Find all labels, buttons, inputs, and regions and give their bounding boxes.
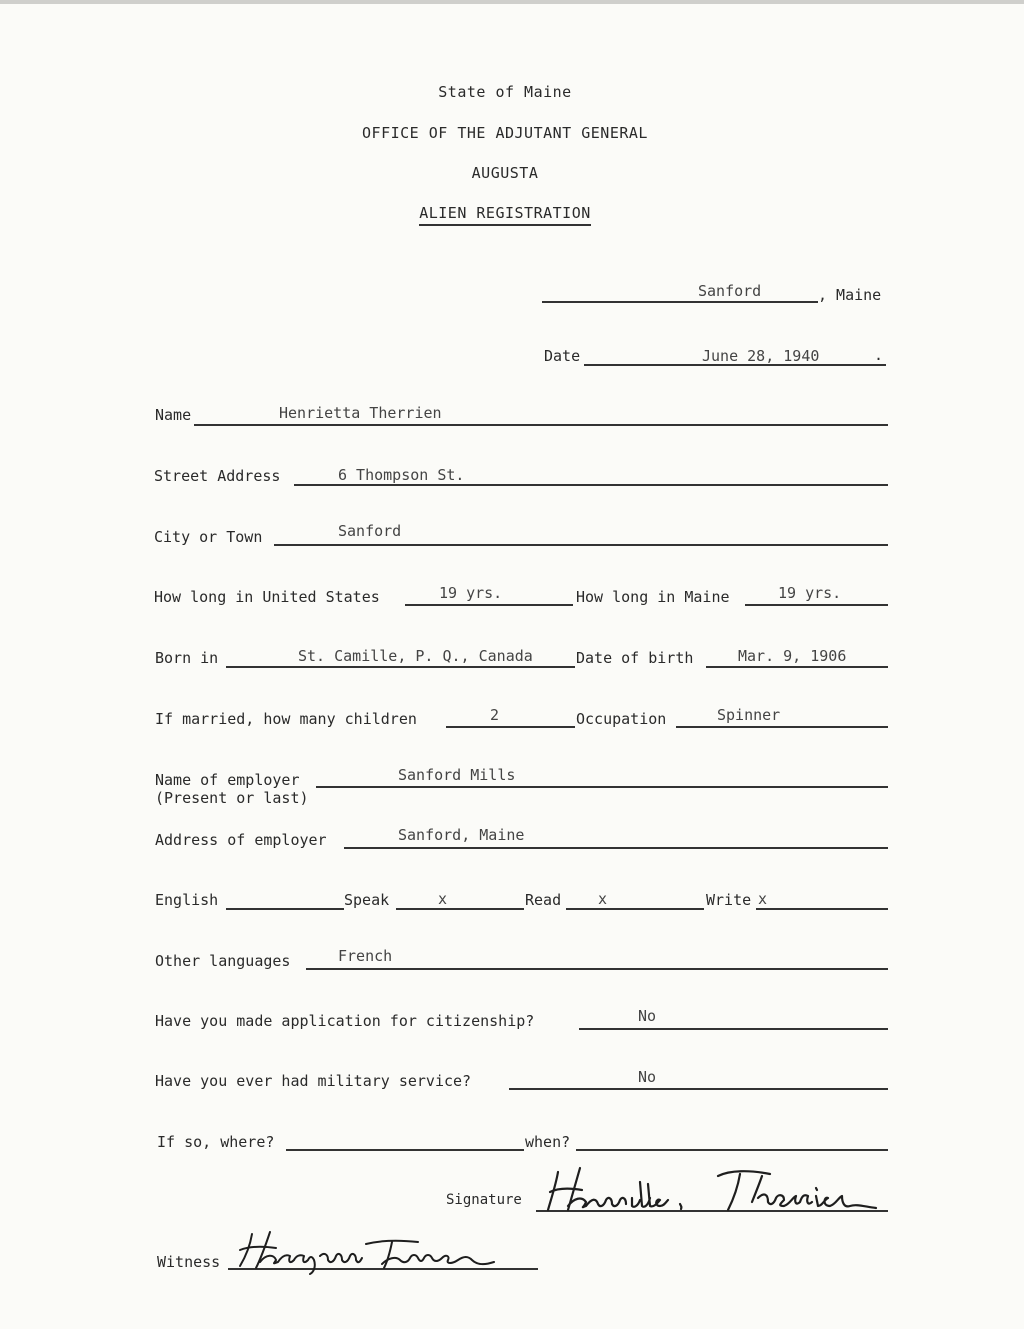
employer-sublabel: (Present or last): [155, 789, 309, 807]
other-languages-value: French: [338, 947, 393, 965]
name-line: [194, 424, 888, 426]
where-line: [286, 1149, 524, 1151]
dob-label: Date of birth: [576, 649, 694, 667]
header-state: State of Maine: [438, 83, 572, 101]
read-value: x: [598, 890, 608, 908]
write-line: [756, 908, 888, 910]
where-label: If so, where?: [157, 1133, 275, 1151]
other-languages-label: Other languages: [155, 952, 291, 970]
witness-handwriting: [232, 1226, 522, 1276]
born-in-label: Born in: [155, 649, 219, 667]
when-label: when?: [525, 1133, 571, 1151]
citizenship-value: No: [638, 1007, 657, 1025]
dob-line: [706, 666, 888, 668]
english-label: English: [155, 891, 219, 909]
employer-value: Sanford Mills: [398, 766, 516, 784]
read-label: Read: [525, 891, 562, 909]
name-value: Henrietta Therrien: [279, 404, 442, 422]
speak-line: [396, 908, 524, 910]
form-title: [0, 204, 1010, 222]
maine-years-value: 19 yrs.: [778, 584, 842, 602]
born-in-value: St. Camille, P. Q., Canada: [298, 647, 533, 665]
citizenship-line: [579, 1028, 888, 1030]
signature-handwriting: [540, 1162, 890, 1222]
header-city: AUGUSTA: [471, 164, 539, 182]
city-value: Sanford: [338, 522, 402, 540]
city-label: City or Town: [154, 528, 263, 546]
when-line: [576, 1149, 888, 1151]
military-value: No: [638, 1068, 657, 1086]
speak-value: x: [438, 890, 448, 908]
children-label: If married, how many children: [155, 710, 417, 728]
name-label: Name: [155, 406, 192, 424]
place-line: [542, 301, 818, 303]
scan-edge: [0, 0, 1024, 4]
other-languages-line: [306, 968, 888, 970]
dob-value: Mar. 9, 1906: [738, 647, 847, 665]
employer-line: [316, 786, 888, 788]
date-label: Date: [544, 347, 581, 365]
write-label: Write: [706, 891, 752, 909]
speak-label: Speak: [344, 891, 390, 909]
city-line: [274, 544, 888, 546]
us-years-line: [405, 604, 573, 606]
children-value: 2: [490, 706, 500, 724]
place-value: Sanford: [698, 282, 762, 300]
read-line: [566, 908, 704, 910]
us-years-value: 19 yrs.: [439, 584, 503, 602]
employer-address-line: [344, 847, 888, 849]
street-line: [294, 484, 888, 486]
english-line: [226, 908, 344, 910]
occupation-value: Spinner: [717, 706, 781, 724]
employer-label: Name of employer: [155, 771, 300, 789]
employer-address-label: Address of employer: [155, 831, 327, 849]
date-end: .: [874, 346, 884, 364]
write-value: x: [758, 890, 768, 908]
maine-years-line: [745, 604, 888, 606]
military-line: [509, 1088, 888, 1090]
military-label: Have you ever had military service?: [155, 1072, 472, 1090]
occupation-label: Occupation: [576, 710, 667, 728]
street-label: Street Address: [154, 467, 281, 485]
street-value: 6 Thompson St.: [338, 466, 465, 484]
date-value: June 28, 1940: [702, 347, 820, 365]
citizenship-label: Have you made application for citizenship?: [155, 1012, 535, 1030]
header-office: OFFICE OF THE ADJUTANT GENERAL: [362, 124, 648, 142]
born-in-line: [226, 666, 575, 668]
witness-label: Witness: [157, 1253, 221, 1271]
maine-years-label: How long in Maine: [576, 588, 730, 606]
children-line: [446, 726, 575, 728]
signature-label: Signature: [446, 1192, 522, 1208]
occupation-line: [676, 726, 888, 728]
place-suffix: , Maine: [818, 286, 882, 304]
employer-address-value: Sanford, Maine: [398, 826, 525, 844]
us-years-label: How long in United States: [154, 588, 380, 606]
form-title-text: ALIEN REGISTRATION: [419, 204, 591, 226]
